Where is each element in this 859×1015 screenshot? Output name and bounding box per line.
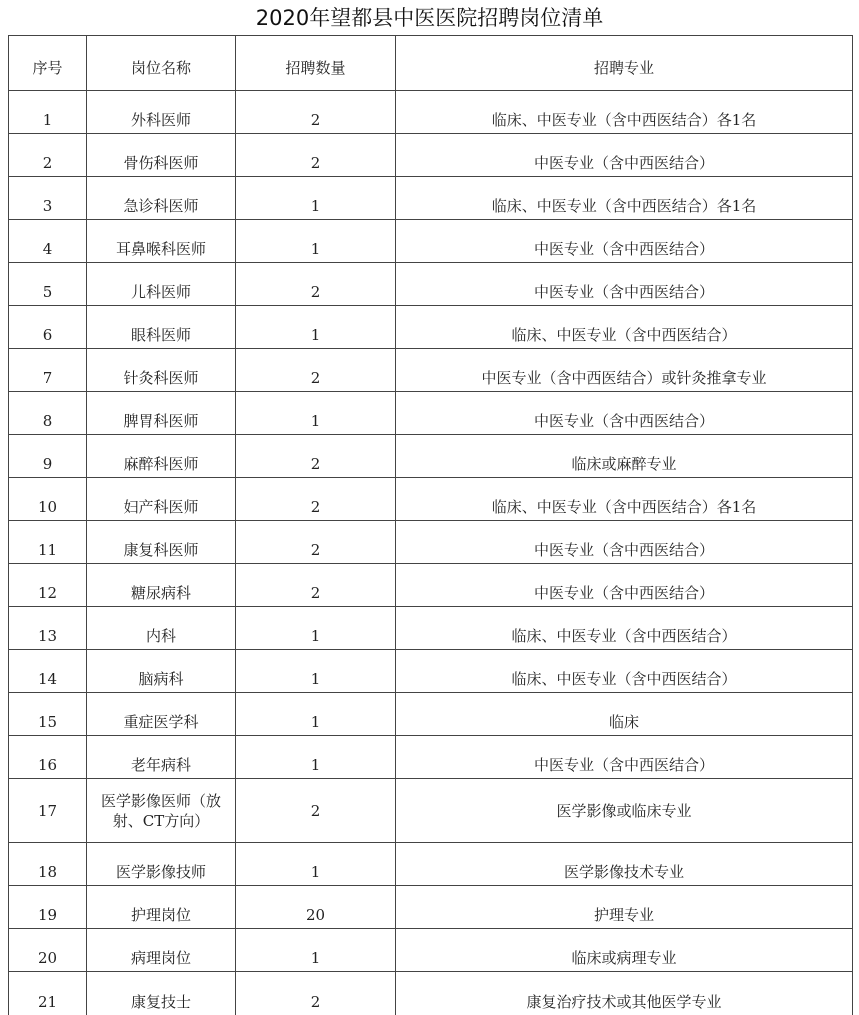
cell-major: 临床或病理专业 — [396, 929, 853, 972]
table-row — [9, 607, 853, 650]
cell-position-name: 针灸科医师 — [87, 349, 236, 392]
cell-major: 临床、中医专业（含中西医结合） — [396, 306, 853, 349]
table-row — [9, 435, 853, 478]
cell-major: 中医专业（含中西医结合）或针灸推拿专业 — [396, 349, 853, 392]
cell-count: 2 — [236, 134, 396, 177]
table-row — [9, 478, 853, 521]
table-row — [9, 843, 853, 886]
cell-major: 中医专业（含中西医结合） — [396, 521, 853, 564]
column-header-number: 序号 — [9, 36, 87, 91]
cell-number: 19 — [9, 886, 87, 929]
cell-number: 6 — [9, 306, 87, 349]
cell-position-name: 糖尿病科 — [87, 564, 236, 607]
cell-position-name: 内科 — [87, 607, 236, 650]
column-header-position: 岗位名称 — [87, 36, 236, 91]
table-header-row — [9, 36, 853, 91]
cell-major: 临床、中医专业（含中西医结合） — [396, 650, 853, 693]
cell-number: 14 — [9, 650, 87, 693]
cell-count: 2 — [236, 478, 396, 521]
cell-major: 中医专业（含中西医结合） — [396, 564, 853, 607]
cell-number: 15 — [9, 693, 87, 736]
table-row — [9, 736, 853, 779]
column-header-major: 招聘专业 — [396, 36, 853, 91]
cell-position-name: 骨伤科医师 — [87, 134, 236, 177]
cell-count: 1 — [236, 607, 396, 650]
cell-position-name: 老年病科 — [87, 736, 236, 779]
cell-number: 9 — [9, 435, 87, 478]
positions-table — [8, 35, 853, 1015]
cell-position-name: 康复技士 — [87, 972, 236, 1015]
cell-count: 20 — [236, 886, 396, 929]
cell-position-name: 眼科医师 — [87, 306, 236, 349]
cell-position-name: 脑病科 — [87, 650, 236, 693]
cell-number: 21 — [9, 972, 87, 1015]
cell-major: 临床、中医专业（含中西医结合）各1名 — [396, 91, 853, 134]
page-title: 2020年望都县中医医院招聘岗位清单 — [255, 6, 604, 30]
cell-count: 1 — [236, 392, 396, 435]
cell-major: 临床、中医专业（含中西医结合） — [396, 607, 853, 650]
table-row — [9, 564, 853, 607]
cell-count: 1 — [236, 220, 396, 263]
cell-count: 2 — [236, 972, 396, 1015]
table-row — [9, 929, 853, 972]
cell-count: 1 — [236, 306, 396, 349]
cell-position-name: 病理岗位 — [87, 929, 236, 972]
table-row — [9, 392, 853, 435]
table-row — [9, 650, 853, 693]
table-row — [9, 306, 853, 349]
cell-position-name: 护理岗位 — [87, 886, 236, 929]
cell-major: 医学影像技术专业 — [396, 843, 853, 886]
table-row — [9, 177, 853, 220]
cell-major: 临床、中医专业（含中西医结合）各1名 — [396, 478, 853, 521]
table-row — [9, 263, 853, 306]
cell-count: 1 — [236, 650, 396, 693]
column-header-count: 招聘数量 — [236, 36, 396, 91]
cell-number: 16 — [9, 736, 87, 779]
cell-count: 2 — [236, 564, 396, 607]
cell-count: 1 — [236, 736, 396, 779]
cell-major: 中医专业（含中西医结合） — [396, 392, 853, 435]
table-row — [9, 220, 853, 263]
cell-count: 1 — [236, 693, 396, 736]
cell-position-name: 麻醉科医师 — [87, 435, 236, 478]
cell-position-name: 外科医师 — [87, 91, 236, 134]
cell-position-name: 急诊科医师 — [87, 177, 236, 220]
cell-count: 2 — [236, 521, 396, 564]
cell-major: 临床 — [396, 693, 853, 736]
cell-number: 12 — [9, 564, 87, 607]
cell-number: 2 — [9, 134, 87, 177]
cell-count: 1 — [236, 843, 396, 886]
cell-major: 中医专业（含中西医结合） — [396, 220, 853, 263]
cell-number: 18 — [9, 843, 87, 886]
cell-position-name: 儿科医师 — [87, 263, 236, 306]
cell-position-name: 脾胃科医师 — [87, 392, 236, 435]
cell-major: 中医专业（含中西医结合） — [396, 134, 853, 177]
cell-position-name: 妇产科医师 — [87, 478, 236, 521]
cell-position-name: 康复科医师 — [87, 521, 236, 564]
cell-number: 17 — [9, 779, 87, 843]
cell-count: 2 — [236, 435, 396, 478]
cell-count: 2 — [236, 91, 396, 134]
cell-number: 4 — [9, 220, 87, 263]
cell-major: 临床或麻醉专业 — [396, 435, 853, 478]
cell-number: 1 — [9, 91, 87, 134]
cell-number: 3 — [9, 177, 87, 220]
cell-position-name: 重症医学科 — [87, 693, 236, 736]
table-row — [9, 349, 853, 392]
cell-number: 11 — [9, 521, 87, 564]
cell-major: 中医专业（含中西医结合） — [396, 736, 853, 779]
cell-position-name: 医学影像医师（放射、CT方向） — [87, 779, 236, 843]
cell-number: 7 — [9, 349, 87, 392]
cell-count: 2 — [236, 349, 396, 392]
table-row — [9, 134, 853, 177]
cell-major: 医学影像或临床专业 — [396, 779, 853, 843]
table-row — [9, 886, 853, 929]
cell-count: 1 — [236, 929, 396, 972]
cell-count: 1 — [236, 177, 396, 220]
table-row — [9, 972, 853, 1015]
cell-number: 20 — [9, 929, 87, 972]
cell-number: 13 — [9, 607, 87, 650]
table-row — [9, 693, 853, 736]
cell-count: 2 — [236, 779, 396, 843]
cell-major: 康复治疗技术或其他医学专业 — [396, 972, 853, 1015]
cell-position-name: 医学影像技师 — [87, 843, 236, 886]
table-row — [9, 779, 853, 843]
table-body — [9, 91, 853, 1015]
cell-major: 护理专业 — [396, 886, 853, 929]
cell-major: 临床、中医专业（含中西医结合）各1名 — [396, 177, 853, 220]
cell-number: 5 — [9, 263, 87, 306]
cell-count: 2 — [236, 263, 396, 306]
table-row — [9, 91, 853, 134]
table-row — [9, 521, 853, 564]
cell-major: 中医专业（含中西医结合） — [396, 263, 853, 306]
cell-number: 8 — [9, 392, 87, 435]
cell-number: 10 — [9, 478, 87, 521]
cell-position-name: 耳鼻喉科医师 — [87, 220, 236, 263]
